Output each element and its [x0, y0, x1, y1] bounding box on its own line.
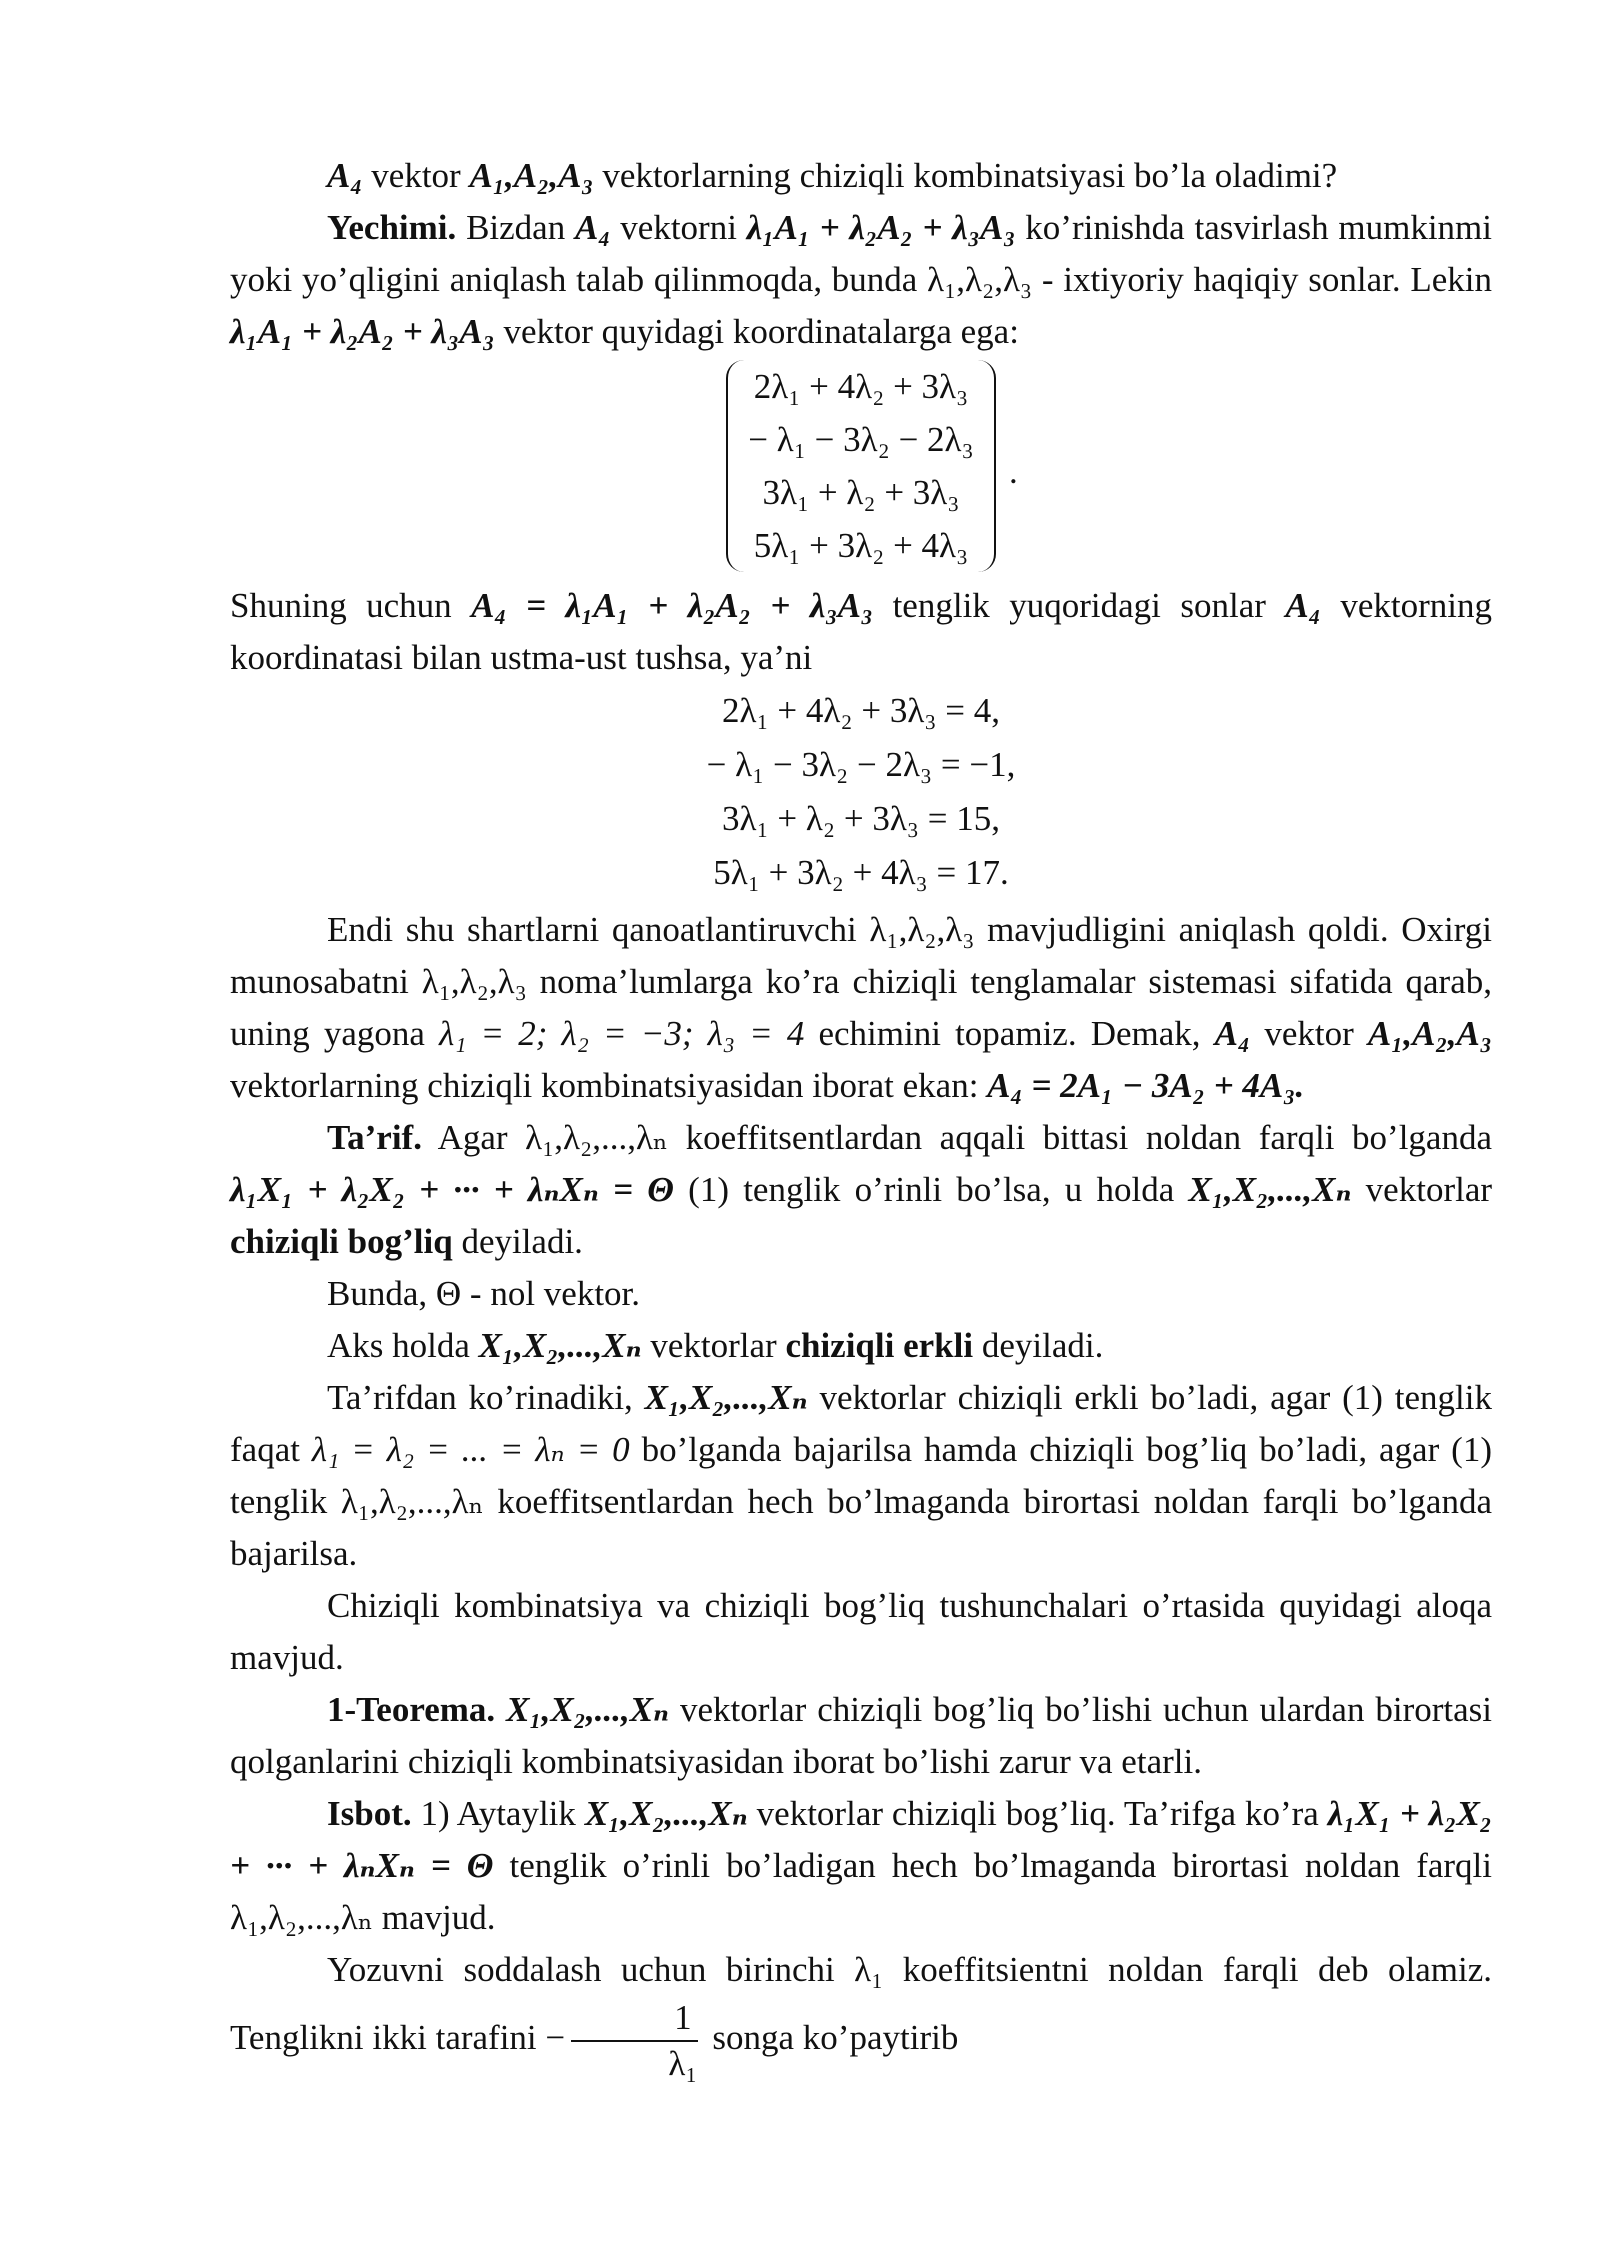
lambda-list: λ₁,λ₂,...,λₙ	[230, 1898, 373, 1937]
text: vektorlar chiziqli bog’liq. Ta’rifga ko’ra	[747, 1794, 1328, 1833]
lambda-list: λ₁,λ₂,...,λₙ	[340, 1482, 484, 1521]
vectors-x-list: X₁,X₂,...,Xₙ	[644, 1378, 808, 1417]
vectors-x-list: X₁,X₂,...,Xₙ	[584, 1794, 748, 1833]
left-paren	[726, 360, 746, 572]
dependence-equation: λ₁X₁ + λ₂X₂ + ··· + λₙXₙ = Θ	[230, 1794, 1493, 1885]
vector-a4: A₄	[1285, 586, 1321, 625]
matrix-row: 3λ₁ + λ₂ + 3λ₃	[762, 473, 960, 512]
text: mavjudligini aniqlash qoldi. Oxirgi munosabatni	[230, 910, 1492, 1001]
text: koeffitsentlardan hech bo’lmaganda birortasi noldan farqli bo’lganda bajarilsa.	[230, 1482, 1492, 1573]
text: Yozuvni soddalash uchun birinchi	[327, 1950, 855, 1989]
paragraph-simplify	[230, 1944, 1492, 2086]
text: tenglik o’rinli bo’ladigan hech bo’lmaganda birortasi noldan farqli	[493, 1846, 1492, 1885]
text: mavjud.	[372, 1898, 496, 1937]
equation-system	[230, 684, 1492, 900]
paragraph-conclusion	[230, 904, 1492, 2086]
text: Agar	[421, 1118, 526, 1157]
system-equation: 5λ₁ + 3λ₂ + 4λ₃ = 17.	[713, 853, 1009, 892]
text: vektor quyidagi koordinatalarga ega:	[494, 312, 1019, 351]
zero-condition: λ₁ = λ₂ = ... = λₙ = 0	[311, 1430, 630, 1469]
equation: A₄ = λ₁A₁ + λ₂A₂ + λ₃A₃	[471, 586, 874, 625]
text: Bizdan	[456, 208, 575, 247]
text: koeffitsentlardan aqqali bittasi noldan farqli bo’lganda	[668, 1118, 1492, 1157]
paragraph-solution	[230, 202, 1492, 358]
vectors-x-list: X₁,X₂,...,Xₙ	[506, 1690, 670, 1729]
text: - nol vektor.	[461, 1274, 641, 1313]
text: Bunda,	[327, 1274, 436, 1313]
vector-a4: A₄	[574, 208, 611, 247]
system-equation: − λ₁ − 3λ₂ − 2λ₃ = −1,	[706, 745, 1016, 784]
linear-combination: λ₁A₁ + λ₂A₂ + λ₃A₃	[746, 208, 1016, 247]
text: vektorlar	[641, 1326, 786, 1365]
label-theorem: 1-Teorema.	[327, 1690, 496, 1729]
right-paren	[976, 360, 996, 572]
text: koeffitsientni noldan farqli deb olamiz. Tenglikni ikki tarafini	[230, 1950, 1492, 2058]
linear-combination: λ₁A₁ + λ₂A₂ + λ₃A₃	[230, 312, 495, 351]
text: 1) Aytaylik	[411, 1794, 585, 1833]
system-equation: 2λ₁ + 4λ₂ + 3λ₃ = 4,	[722, 691, 1000, 730]
text: Aks holda	[327, 1326, 479, 1365]
lambda-1: λ₁	[854, 1950, 884, 1989]
paragraph-from-definition	[230, 1372, 1492, 1580]
text: bo’lganda bajarilsa hamda chiziqli bog’liq bo’ladi, agar (1) tenglik	[230, 1430, 1492, 1521]
paragraph-theorem	[230, 1684, 1492, 1788]
text: Chiziqli kombinatsiya va chiziqli bog’liq tushunchalari o’rtasida quyidagi aloqa mavjud.	[230, 1586, 1492, 1677]
text: vektorlarning chiziqli kombinatsiyasi bo’la oladimi?	[593, 156, 1338, 195]
label-yechimi: Yechimi.	[327, 208, 457, 247]
matrix-row: 5λ₁ + 3λ₂ + 4λ₃	[753, 526, 969, 565]
paragraph-proof	[230, 1788, 1492, 1944]
paragraph-independent	[230, 1320, 1492, 1372]
term-linearly-dependent: chiziqli bog’liq	[230, 1222, 453, 1261]
paragraph-therefore	[230, 580, 1492, 684]
fraction-numerator: 1	[571, 1996, 698, 2042]
text: vektor	[1250, 1014, 1368, 1053]
solution-values: λ₁ = 2; λ₂ = −3; λ₃ = 4	[439, 1014, 805, 1053]
vector-a4: A₄	[327, 156, 363, 195]
text: vektorning koordinatasi bilan ustma-ust tushsa, ya’ni	[230, 586, 1492, 677]
text: noma’lumlarga ko’ra chiziqli tenglamalar sistemasi sifatida qarab, uning yagona	[230, 962, 1492, 1053]
fraction-one-over-lambda	[571, 1996, 698, 2086]
text: deyiladi.	[452, 1222, 583, 1261]
text: vektor	[362, 156, 470, 195]
text: songa ko’paytirib	[703, 2018, 959, 2058]
text: ko’rinishda tasvirlash mumkinmi yoki yo’qligini aniqlash talab qilinmoqda, bunda	[230, 208, 1493, 299]
paragraph-definition	[230, 1112, 1492, 1268]
vectors-x-list: X₁,X₂,...,Xₙ	[1188, 1170, 1352, 1209]
vector-a4: A₄	[1214, 1014, 1251, 1053]
text: - ixtiyoriy haqiqiy sonlar. Lekin	[1032, 260, 1492, 299]
lambda-list: λ₁,λ₂,...,λₙ	[525, 1118, 669, 1157]
text: Shuning uchun	[230, 586, 472, 625]
theta-symbol: Θ	[435, 1274, 462, 1313]
lambda-list: λ₁,λ₂,λ₃	[421, 962, 527, 1001]
vectors-a1-a3: A₁,A₂,A₃	[469, 156, 594, 195]
result-equation: A₄ = 2A₁ − 3A₂ + 4A₃.	[987, 1066, 1305, 1105]
matrix-period: .	[1008, 452, 1018, 491]
matrix-row: − λ₁ − 3λ₂ − 2λ₃	[748, 420, 974, 459]
lambda-list: λ₁,λ₂,λ₃	[927, 260, 1033, 299]
text: vektorlar chiziqli bog’liq bo’lishi uchun ulardan birortasi qolganlarini chiziqli kombinatsiyasidan iborat bo’lishi zarur va etarli.	[230, 1690, 1493, 1781]
term-linearly-independent: chiziqli erkli	[785, 1326, 974, 1365]
text: Endi shu shartlarni qanoatlantiruvchi	[327, 910, 870, 949]
label-tarif: Ta’rif.	[327, 1118, 422, 1157]
text: vektorni	[610, 208, 747, 247]
dependence-equation: λ₁X₁ + λ₂X₂ + ··· + λₙXₙ = Θ	[230, 1170, 674, 1209]
text: vektorlar	[1351, 1170, 1493, 1209]
coordinate-column-vector	[230, 360, 1492, 572]
text: echimini topamiz. Demak,	[804, 1014, 1215, 1053]
paragraph-theta	[230, 1268, 1492, 1320]
text: tenglik yuqoridagi sonlar	[873, 586, 1286, 625]
label-proof: Isbot.	[327, 1794, 412, 1833]
system-equation: 3λ₁ + λ₂ + 3λ₃ = 15,	[722, 799, 1000, 838]
text: vektorlarning chiziqli kombinatsiyasidan iborat ekan:	[230, 1066, 988, 1105]
minus-sign: −	[545, 2018, 566, 2058]
matrix-row: 2λ₁ + 4λ₂ + 3λ₃	[753, 367, 969, 406]
lambda-list: λ₁,λ₂,λ₃	[869, 910, 975, 949]
text: deyiladi.	[973, 1326, 1104, 1365]
text: (1) tenglik o’rinli bo’lsa, u holda	[673, 1170, 1189, 1209]
vectors-x-list: X₁,X₂,...,Xₙ	[478, 1326, 642, 1365]
text: vektorlar chiziqli erkli bo’ladi, agar (1) tenglik faqat	[230, 1378, 1493, 1469]
text: Ta’rifdan ko’rinadiki,	[327, 1378, 645, 1417]
fraction-denominator: λ₁	[668, 2044, 698, 2083]
paragraph-relation	[230, 1580, 1492, 1684]
vectors-a1-a3: A₁,A₂,A₃	[1367, 1014, 1493, 1053]
paragraph-question	[230, 150, 1492, 358]
